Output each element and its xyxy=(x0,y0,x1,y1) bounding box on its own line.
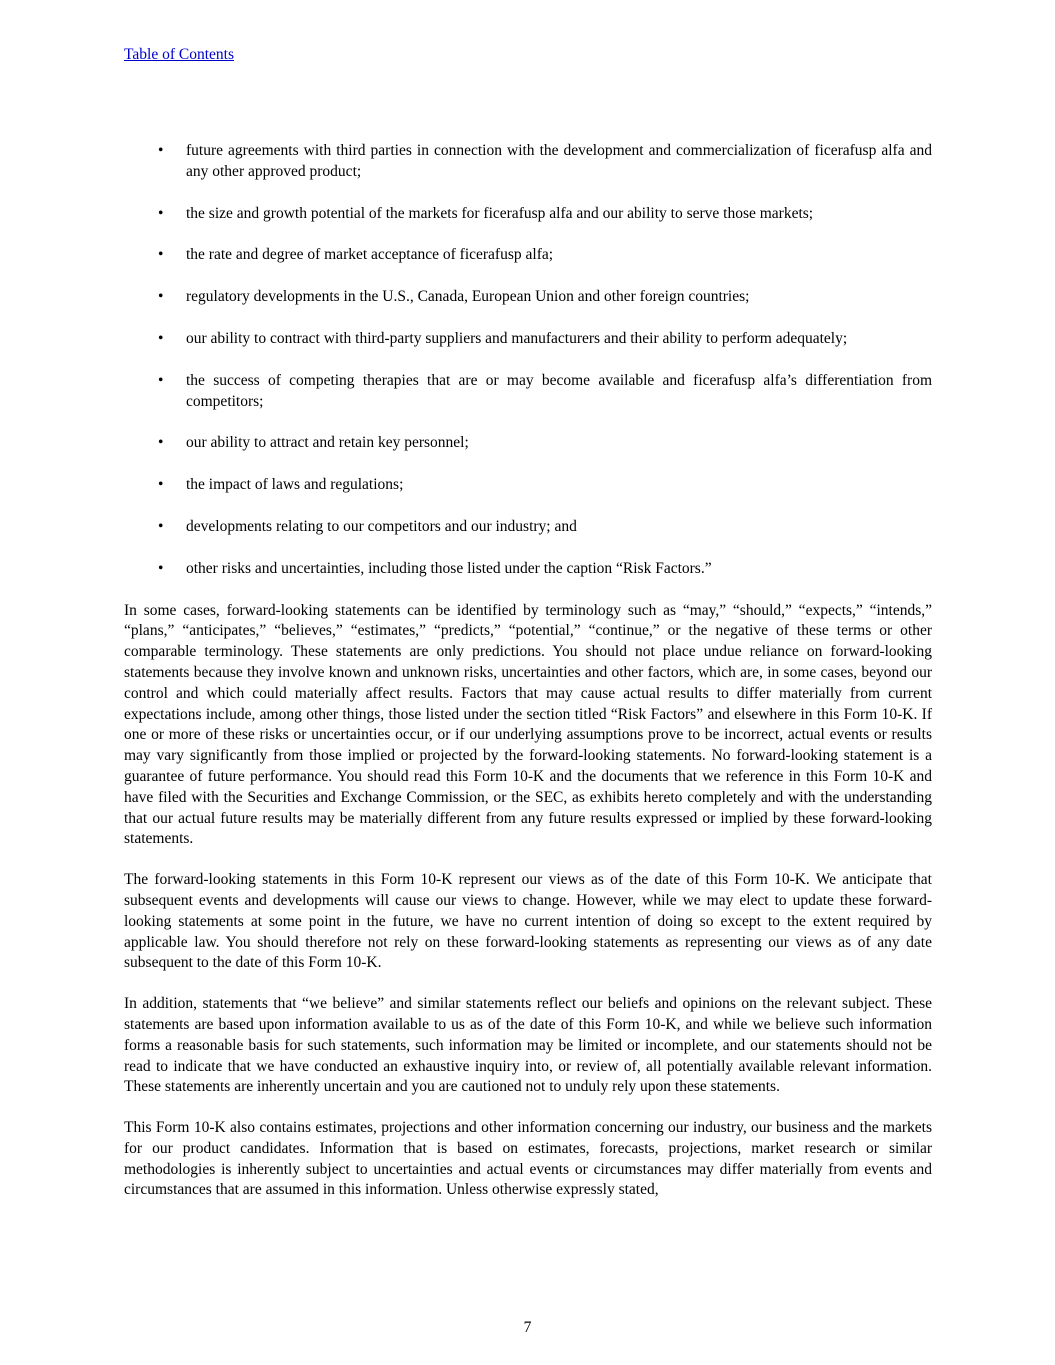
bullet-item xyxy=(124,245,932,266)
page-number: 7 xyxy=(523,1319,532,1336)
bullet-item xyxy=(124,204,932,225)
bullet-marker: • xyxy=(158,559,164,577)
paragraph-estimates-projections: This Form 10-K also contains estimates, projections and other information concerning our industry, our business and the markets for our product candidates. Information that is based on estimates, forecasts, projections, market research or similar methodologies is inherently subject to uncertainties and actual events or circumstances may differ materially from events and circumstances that are assumed in this information. Unless otherwise expressly stated, xyxy=(124,1119,932,1199)
bullet-marker: • xyxy=(158,371,164,389)
bullet-list xyxy=(124,141,932,580)
bullet-text: our ability to attract and retain key personnel; xyxy=(186,434,469,452)
paragraph-we-believe-statements: In addition, statements that “we believe” and similar statements reflect our beliefs and opinions on the relevant subject. These statements are based upon information available to us as of the date of this Form 10-K, and while we believe such information forms a reasonable basis for such statements, such information may be limited or incomplete, and our statements should not be read to indicate that we have conducted an exhaustive inquiry into, or review of, all potentially available relevant information. These statements are inherently uncertain and you are cautioned not to unduly rely upon these statements. xyxy=(124,995,932,1096)
bullet-marker: • xyxy=(158,476,164,494)
bullet-item xyxy=(124,141,932,183)
bullet-marker: • xyxy=(158,142,164,159)
bullet-text: other risks and uncertainties, including those listed under the caption “Risk Factors.” xyxy=(186,559,712,577)
bullet-marker: • xyxy=(158,329,164,347)
bullet-item xyxy=(124,371,932,413)
bullet-marker: • xyxy=(158,434,164,452)
bullet-text: the size and growth potential of the markets for ficerafusp alfa and our ability to serve those markets; xyxy=(186,204,814,222)
bullet-text: developments relating to our competitors and our industry; and xyxy=(186,517,577,535)
bullet-marker: • xyxy=(158,204,164,222)
bullet-marker: • xyxy=(158,517,164,535)
table-of-contents-link[interactable]: Table of Contents xyxy=(124,46,234,63)
page-content xyxy=(124,141,932,1221)
bullet-text: future agreements with third parties in connection with the development and commercialization of ficerafusp alfa and any other approved product; xyxy=(186,142,932,180)
paragraph-views-as-of-date: The forward-looking statements in this Form 10-K represent our views as of the date of this Form 10-K. We anticipate that subsequent events and developments will cause our views to change. However, while we may elect to update these forward-looking statements at some point in the future, we have no current intention of doing so except to the extent required by applicable law. You should therefore not rely on these forward-looking statements as representing our views as of any date subsequent to the date of this Form 10-K. xyxy=(124,871,932,972)
bullet-item xyxy=(124,433,932,454)
bullet-item xyxy=(124,329,932,350)
bullet-item xyxy=(124,287,932,308)
bullet-marker: • xyxy=(158,246,164,264)
bullet-text: the impact of laws and regulations; xyxy=(186,476,404,494)
bullet-text: the rate and degree of market acceptance of ficerafusp alfa; xyxy=(186,246,554,264)
bullet-item xyxy=(124,475,932,496)
bullet-text: the success of competing therapies that are or may become available and ficerafusp alfa’s differentiation from competitors; xyxy=(186,371,932,410)
bullet-text: regulatory developments in the U.S., Canada, European Union and other foreign countries; xyxy=(186,288,750,306)
bullet-item xyxy=(124,517,932,538)
bullet-text: our ability to contract with third-party suppliers and manufacturers and their ability to perform adequately; xyxy=(186,329,848,347)
bullet-item xyxy=(124,559,932,580)
bullet-marker: • xyxy=(158,288,164,306)
paragraph-forward-looking-terminology: In some cases, forward-looking statements can be identified by terminology such as “may,” “should,” “expects,” “intends,” “plans,” “anticipates,” “believes,” “estimates,” “predicts,” “potential,” “continue,” or the negative of these terms or other comparable terminology. These statements are only predictions. You should not place undue reliance on forward-looking statements because they involve known and unknown risks, uncertainties and other factors, which are, in some cases, beyond our control and which could materially affect results. Factors that may cause actual results to differ materially from current expectations include, among other things, those listed under the section titled “Risk Factors” and elsewhere in this Form 10-K. If one or more of these risks or uncertainties occur, or if our underlying assumptions prove to be incorrect, actual events or results may vary significantly from those implied or projected by the forward-looking statements. No forward-looking statement is a guarantee of future performance. You should read this Form 10-K and the documents that we reference in this Form 10-K and have filed with the Securities and Exchange Commission, or the SEC, as exhibits hereto completely and with the understanding that our actual future results may be materially different from any future results expressed or implied by these forward-looking statements. xyxy=(124,601,932,848)
